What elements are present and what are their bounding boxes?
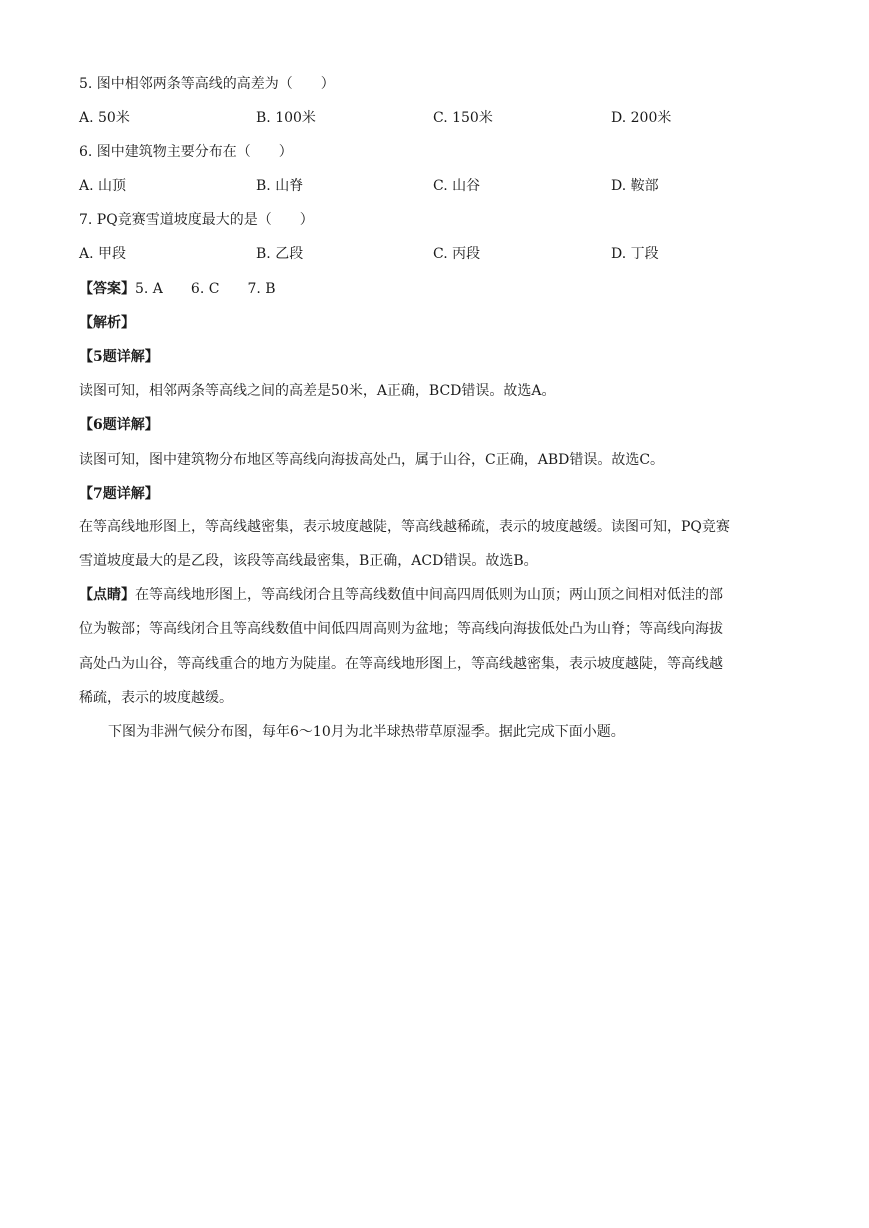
detail-6-heading: 【6题详解】 (79, 417, 159, 433)
detail-7-text-line-1: 在等高线地形图上，等高线越密集，表示坡度越陡，等高线越稀疏，表示的坡度越缓。读图可知，PQ竞赛 (79, 519, 730, 535)
question-6-stem: 6. 图中建筑物主要分布在（ ） (79, 144, 293, 160)
q5-option-c: C. 150米 (433, 110, 493, 126)
analysis-label: 【解析】 (79, 315, 135, 331)
answer-5: 5. A (135, 281, 163, 297)
detail-7-heading: 【7题详解】 (79, 486, 159, 502)
q7-option-b: B. 乙段 (256, 246, 304, 262)
q5-option-a: A. 50米 (79, 110, 130, 126)
next-question-intro: 下图为非洲气候分布图，每年6～10月为北半球热带草原湿季。据此完成下面小题。 (108, 724, 625, 740)
question-7-stem: 7. PQ竞赛雪道坡度最大的是（ ） (79, 212, 314, 228)
q6-option-d: D. 鞍部 (611, 178, 659, 194)
tip-line-2: 位为鞍部；等高线闭合且等高线数值中间低四周高则为盆地；等高线向海拔低处凸为山脊；等高线向海拔 (79, 621, 723, 637)
tip-line-4: 稀疏，表示的坡度越缓。 (79, 690, 233, 706)
q5-option-d: D. 200米 (611, 110, 672, 126)
detail-5-text: 读图可知，相邻两条等高线之间的高差是50米，A正确，BCD错误。故选A。 (79, 383, 556, 399)
q5-option-b: B. 100米 (256, 110, 316, 126)
tip-label: 【点睛】 (79, 587, 135, 603)
q6-option-a: A. 山顶 (79, 178, 127, 194)
tip-text-1: 在等高线地形图上，等高线闭合且等高线数值中间高四周低则为山顶；两山顶之间相对低洼的部 (135, 587, 723, 603)
answer-7: 7. B (247, 281, 276, 297)
tip-line-1 (79, 586, 791, 604)
q7-option-c: C. 丙段 (433, 246, 481, 262)
q6-option-b: B. 山脊 (256, 178, 304, 194)
question-5-options (79, 109, 791, 127)
tip-line-3: 高处凸为山谷，等高线重合的地方为陡崖。在等高线地形图上，等高线越密集，表示坡度越陡，等高线越 (79, 656, 723, 672)
question-7-options (79, 245, 791, 263)
q7-option-d: D. 丁段 (611, 246, 659, 262)
question-6-options (79, 177, 791, 195)
detail-7-text-line-2: 雪道坡度最大的是乙段，该段等高线最密集，B正确，ACD错误。故选B。 (79, 553, 538, 569)
question-5-stem: 5. 图中相邻两条等高线的高差为（ ） (79, 76, 335, 92)
q7-option-a: A. 甲段 (79, 246, 127, 262)
detail-6-text: 读图可知，图中建筑物分布地区等高线向海拔高处凸，属于山谷，C正确，ABD错误。故选C。 (79, 452, 665, 468)
answer-line (79, 280, 791, 298)
answer-label: 【答案】 (79, 281, 135, 297)
answer-6: 6. C (190, 281, 220, 297)
q6-option-c: C. 山谷 (433, 178, 481, 194)
detail-5-heading: 【5题详解】 (79, 349, 159, 365)
